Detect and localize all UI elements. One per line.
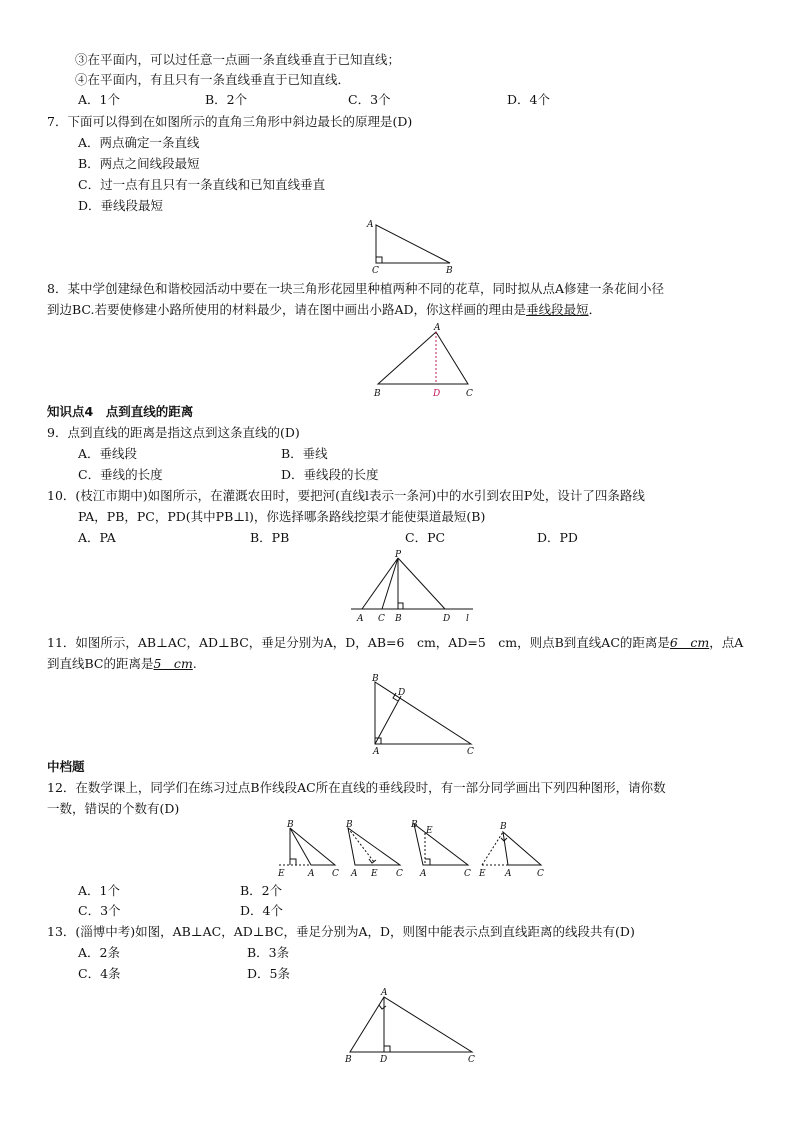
q8-line-2 xyxy=(47,302,601,318)
q12-option-c: C．3个 xyxy=(78,903,121,918)
q10-label-c: C xyxy=(378,614,385,624)
q7-stem: 7．下面可以得到在如图所示的直角三角形中斜边最长的原理是(D) xyxy=(47,114,413,129)
q12-option-b: B．2个 xyxy=(240,883,283,898)
q11-line-1 xyxy=(47,635,743,651)
q11-line-2-text: 到直线BC的距离是 xyxy=(47,656,154,671)
q11-line-2-end: . xyxy=(192,656,197,671)
q7-label-c: C xyxy=(372,266,379,276)
q10-option-d: D．PD xyxy=(537,530,578,545)
q10-label-a: A xyxy=(357,614,364,624)
q11-line-2 xyxy=(47,656,197,672)
q10-line-1: 10．(枝江市期中)如图所示，在灌溉农田时，要把河(直线l表示一条河)中的水引到农田P处，设计了四条路线 xyxy=(47,488,645,503)
q13-option-c: C．4条 xyxy=(78,966,121,981)
q10-river-figure xyxy=(345,548,485,626)
q12-fig3-label-c: C xyxy=(464,869,471,879)
q7-option-b: B．两点之间线段最短 xyxy=(78,156,200,171)
q6-option-c: C．3个 xyxy=(348,92,391,107)
q8-label-d: D xyxy=(433,389,441,399)
q7-option-c: C．过一点有且只有一条直线和已知直线垂直 xyxy=(78,177,326,192)
q9-option-a: A．垂线段 xyxy=(78,446,138,461)
q12-fig4-label-b: B xyxy=(500,822,507,832)
q12-fig3-label-a: A xyxy=(420,869,427,879)
q12-fig4-label-c: C xyxy=(537,869,544,879)
q11-triangle-figure xyxy=(365,672,485,758)
q12-fig1-label-c: C xyxy=(332,869,339,879)
q13-triangle-figure xyxy=(340,985,485,1065)
q12-figure-4 xyxy=(478,822,544,879)
q7-label-b: B xyxy=(446,266,453,276)
q11-label-b: B xyxy=(372,674,379,684)
q12-fig2-label-c: C xyxy=(396,869,403,879)
q13-option-d: D．5条 xyxy=(247,966,290,981)
q10-label-b: B xyxy=(395,614,402,624)
q11-label-d: D xyxy=(398,688,406,698)
q8-answer: 垂线段最短 xyxy=(526,302,589,317)
q12-fig2-label-a: A xyxy=(351,869,358,879)
section-heading-intermediate: 中档题 xyxy=(47,759,85,774)
q8-label-c: C xyxy=(466,389,473,399)
q13-label-c: C xyxy=(468,1055,475,1065)
q10-label-l: l xyxy=(466,614,469,624)
q12-fig1-label-e: E xyxy=(278,869,285,879)
q12-option-d: D．4个 xyxy=(240,903,283,918)
q10-option-a: A．PA xyxy=(78,530,116,545)
q13-option-b: B．3条 xyxy=(247,945,290,960)
q10-line-2: PA，PB，PC，PD(其中PB⊥l)，你选择哪条路线挖渠才能使渠道最短(B) xyxy=(78,509,486,524)
q8-label-a: A xyxy=(434,323,441,333)
q12-four-figures xyxy=(275,818,550,880)
section-heading-point-line-distance: 知识点4 点到直线的距离 xyxy=(47,404,194,419)
q12-figure-3 xyxy=(410,820,471,879)
q8-triangle-figure xyxy=(370,322,480,402)
q7-label-a: A xyxy=(367,220,374,230)
q12-fig2-label-e: E xyxy=(371,869,378,879)
q10-option-c: C．PC xyxy=(405,530,446,545)
q11-label-c: C xyxy=(467,747,474,757)
q12-option-a: A．1个 xyxy=(78,883,120,898)
q13-label-a: A xyxy=(381,988,388,998)
q12-fig3-label-e: E xyxy=(426,826,433,836)
q8-label-b: B xyxy=(374,389,381,399)
q7-option-d: D．垂线段最短 xyxy=(78,198,164,213)
q9-option-c: C．垂线的长度 xyxy=(78,467,163,482)
q6-statement-3: ③在平面内，可以过任意一点画一条直线垂直于已知直线； xyxy=(75,52,401,67)
q13-stem: 13．(淄博中考)如图，AB⊥AC，AD⊥BC，垂足分别为A，D，则图中能表示点到直线距离的线段共有(D) xyxy=(47,924,635,939)
q12-line-1: 12．在数学课上，同学们在练习过点B作线段AC所在直线的垂线段时，有一部分同学画出下列四种图形，请你数 xyxy=(47,780,666,795)
q12-fig1-label-a: A xyxy=(308,869,315,879)
q10-option-b: B．PB xyxy=(250,530,290,545)
q12-fig4-label-e: E xyxy=(479,869,486,879)
q12-figure-1 xyxy=(277,820,339,879)
q11-answer-1: 6 cm xyxy=(669,635,710,650)
q13-label-b: B xyxy=(345,1055,352,1065)
q8-line-2-text: 到边BC.若要使修建小路所使用的材料最少，请在图中画出小路AD，你这样画的理由是 xyxy=(47,302,527,317)
q6-statement-4: ④在平面内，有且只有一条直线垂直于已知直线． xyxy=(75,72,351,87)
q11-label-a: A xyxy=(373,747,380,757)
q6-option-b: B．2个 xyxy=(205,92,248,107)
q7-option-a: A．两点确定一条直线 xyxy=(78,135,200,150)
q12-fig4-label-a: A xyxy=(505,869,512,879)
q8-line-1: 8．某中学创建绿色和谐校园活动中要在一块三角形花园里种植两种不同的花草，同时拟从点A修建一条花间小径 xyxy=(47,281,664,296)
q6-option-d: D．4个 xyxy=(507,92,550,107)
q13-label-d: D xyxy=(380,1055,388,1065)
q13-option-a: A．2条 xyxy=(78,945,120,960)
q11-line-1-text: 11．如图所示，AB⊥AC，AD⊥BC，垂足分别为A，D，AB=6 cm，AD=5 cm，则点B到直线AC的距离是 xyxy=(47,635,670,650)
q8-line-2-end: ． xyxy=(588,302,602,317)
q6-option-a: A．1个 xyxy=(78,92,120,107)
q11-line-1-end: ，点A xyxy=(709,635,744,650)
q12-line-2: 一数，错误的个数有(D) xyxy=(47,801,180,816)
q12-fig1-label-b: B xyxy=(287,820,294,830)
q12-figure-2 xyxy=(345,820,403,879)
q10-label-p: P xyxy=(395,550,402,560)
q9-option-b: B．垂线 xyxy=(281,446,328,461)
q9-option-d: D．垂线段的长度 xyxy=(281,467,379,482)
q12-fig2-label-b: B xyxy=(346,820,353,830)
q11-answer-2: 5 cm xyxy=(153,656,193,671)
q10-label-d: D xyxy=(443,614,451,624)
q7-right-triangle-figure xyxy=(360,215,470,277)
q12-fig3-label-b: B xyxy=(411,820,418,830)
q9-stem: 9．点到直线的距离是指这点到这条直线的(D) xyxy=(47,425,300,440)
